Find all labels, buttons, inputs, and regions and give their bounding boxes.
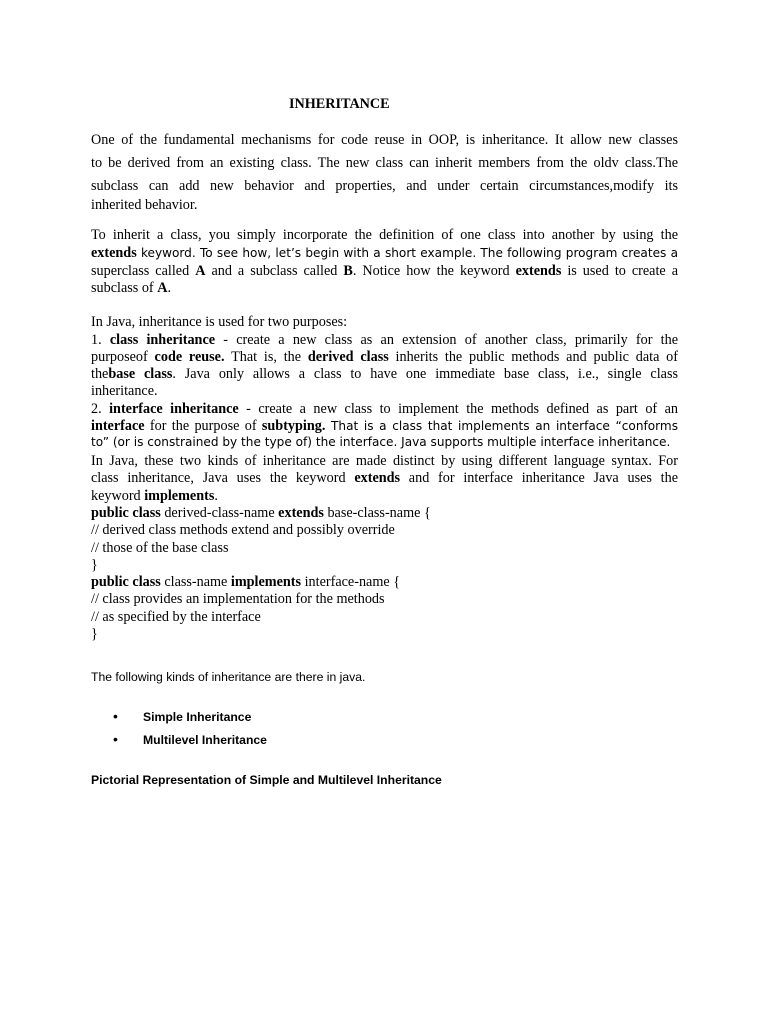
- code-line-8: }: [91, 626, 98, 642]
- page-title: INHERITANCE: [289, 96, 390, 112]
- p3-item2-line-2: interface for the purpose of subtyping. That is a class that implements an interface “conforms: [91, 418, 678, 434]
- p2-line-4: subclass of A.: [91, 280, 171, 296]
- bullet-simple-inheritance: Simple Inheritance: [143, 710, 252, 724]
- intro-line-3: subclass can add new behavior and properties, and under certain circumstances,modify its: [91, 178, 678, 194]
- code-line-4: }: [91, 557, 98, 573]
- bullet-glyph: •: [113, 731, 118, 747]
- p2-line-2: [91, 244, 678, 262]
- code-line-7: // as specified by the interface: [91, 609, 261, 625]
- p3-item1-line-3: thebase class. Java only allows a class to have one immediate base class, i.e., single class: [91, 366, 678, 382]
- code-line-2: // derived class methods extend and possibly override: [91, 522, 395, 538]
- code-line-1: public class derived-class-name extends base-class-name {: [91, 505, 431, 521]
- keyword-extends: extends: [91, 245, 137, 261]
- kinds-intro: The following kinds of inheritance are there in java.: [91, 670, 366, 684]
- p2-line-2-text: keyword. To see how, let’s begin with a short example. The following program creates a: [136, 246, 678, 260]
- bullet-multilevel-inheritance: Multilevel Inheritance: [143, 733, 267, 747]
- p2-line-1: To inherit a class, you simply incorporate the definition of one class into another by using the: [91, 227, 678, 243]
- code-line-5: public class class-name implements interface-name {: [91, 574, 401, 590]
- p3-java-line-2: class inheritance, Java uses the keyword extends and for interface inheritance Java uses the: [91, 470, 679, 486]
- pictorial-heading: Pictorial Representation of Simple and Multilevel Inheritance: [91, 773, 442, 787]
- bullet-glyph: •: [113, 708, 118, 724]
- intro-line-2: to be derived from an existing class. The new class can inherit members from the oldv class.The: [91, 155, 678, 171]
- p3-item1-line-1: 1. class inheritance - create a new class as an extension of another class, primarily for the: [91, 332, 679, 348]
- intro-line-1: One of the fundamental mechanisms for code reuse in OOP, is inheritance. It allow new classes: [91, 132, 678, 148]
- p3-item1-line-4: inheritance.: [91, 383, 158, 399]
- p2-line-3: superclass called A and a subclass called B. Notice how the keyword extends is used to create a: [91, 263, 678, 279]
- code-line-3: // those of the base class: [91, 540, 229, 556]
- p3-java-line-3: keyword implements.: [91, 488, 218, 504]
- p3-item2-line-1: 2. interface inheritance - create a new class to implement the methods defined as part of an: [91, 401, 679, 417]
- p3-item1-line-2: purposeof code reuse. That is, the derived class inherits the public methods and public data of: [91, 349, 678, 365]
- intro-line-4: inherited behavior.: [91, 197, 198, 213]
- p3-intro: In Java, inheritance is used for two purposes:: [91, 314, 348, 330]
- p3-item2-line-3: to” (or is constrained by the type of) the interface. Java supports multiple interface inheritance.: [91, 435, 671, 449]
- code-line-6: // class provides an implementation for the methods: [91, 591, 385, 607]
- p3-java-line-1: In Java, these two kinds of inheritance are made distinct by using different language syntax. For: [91, 453, 678, 469]
